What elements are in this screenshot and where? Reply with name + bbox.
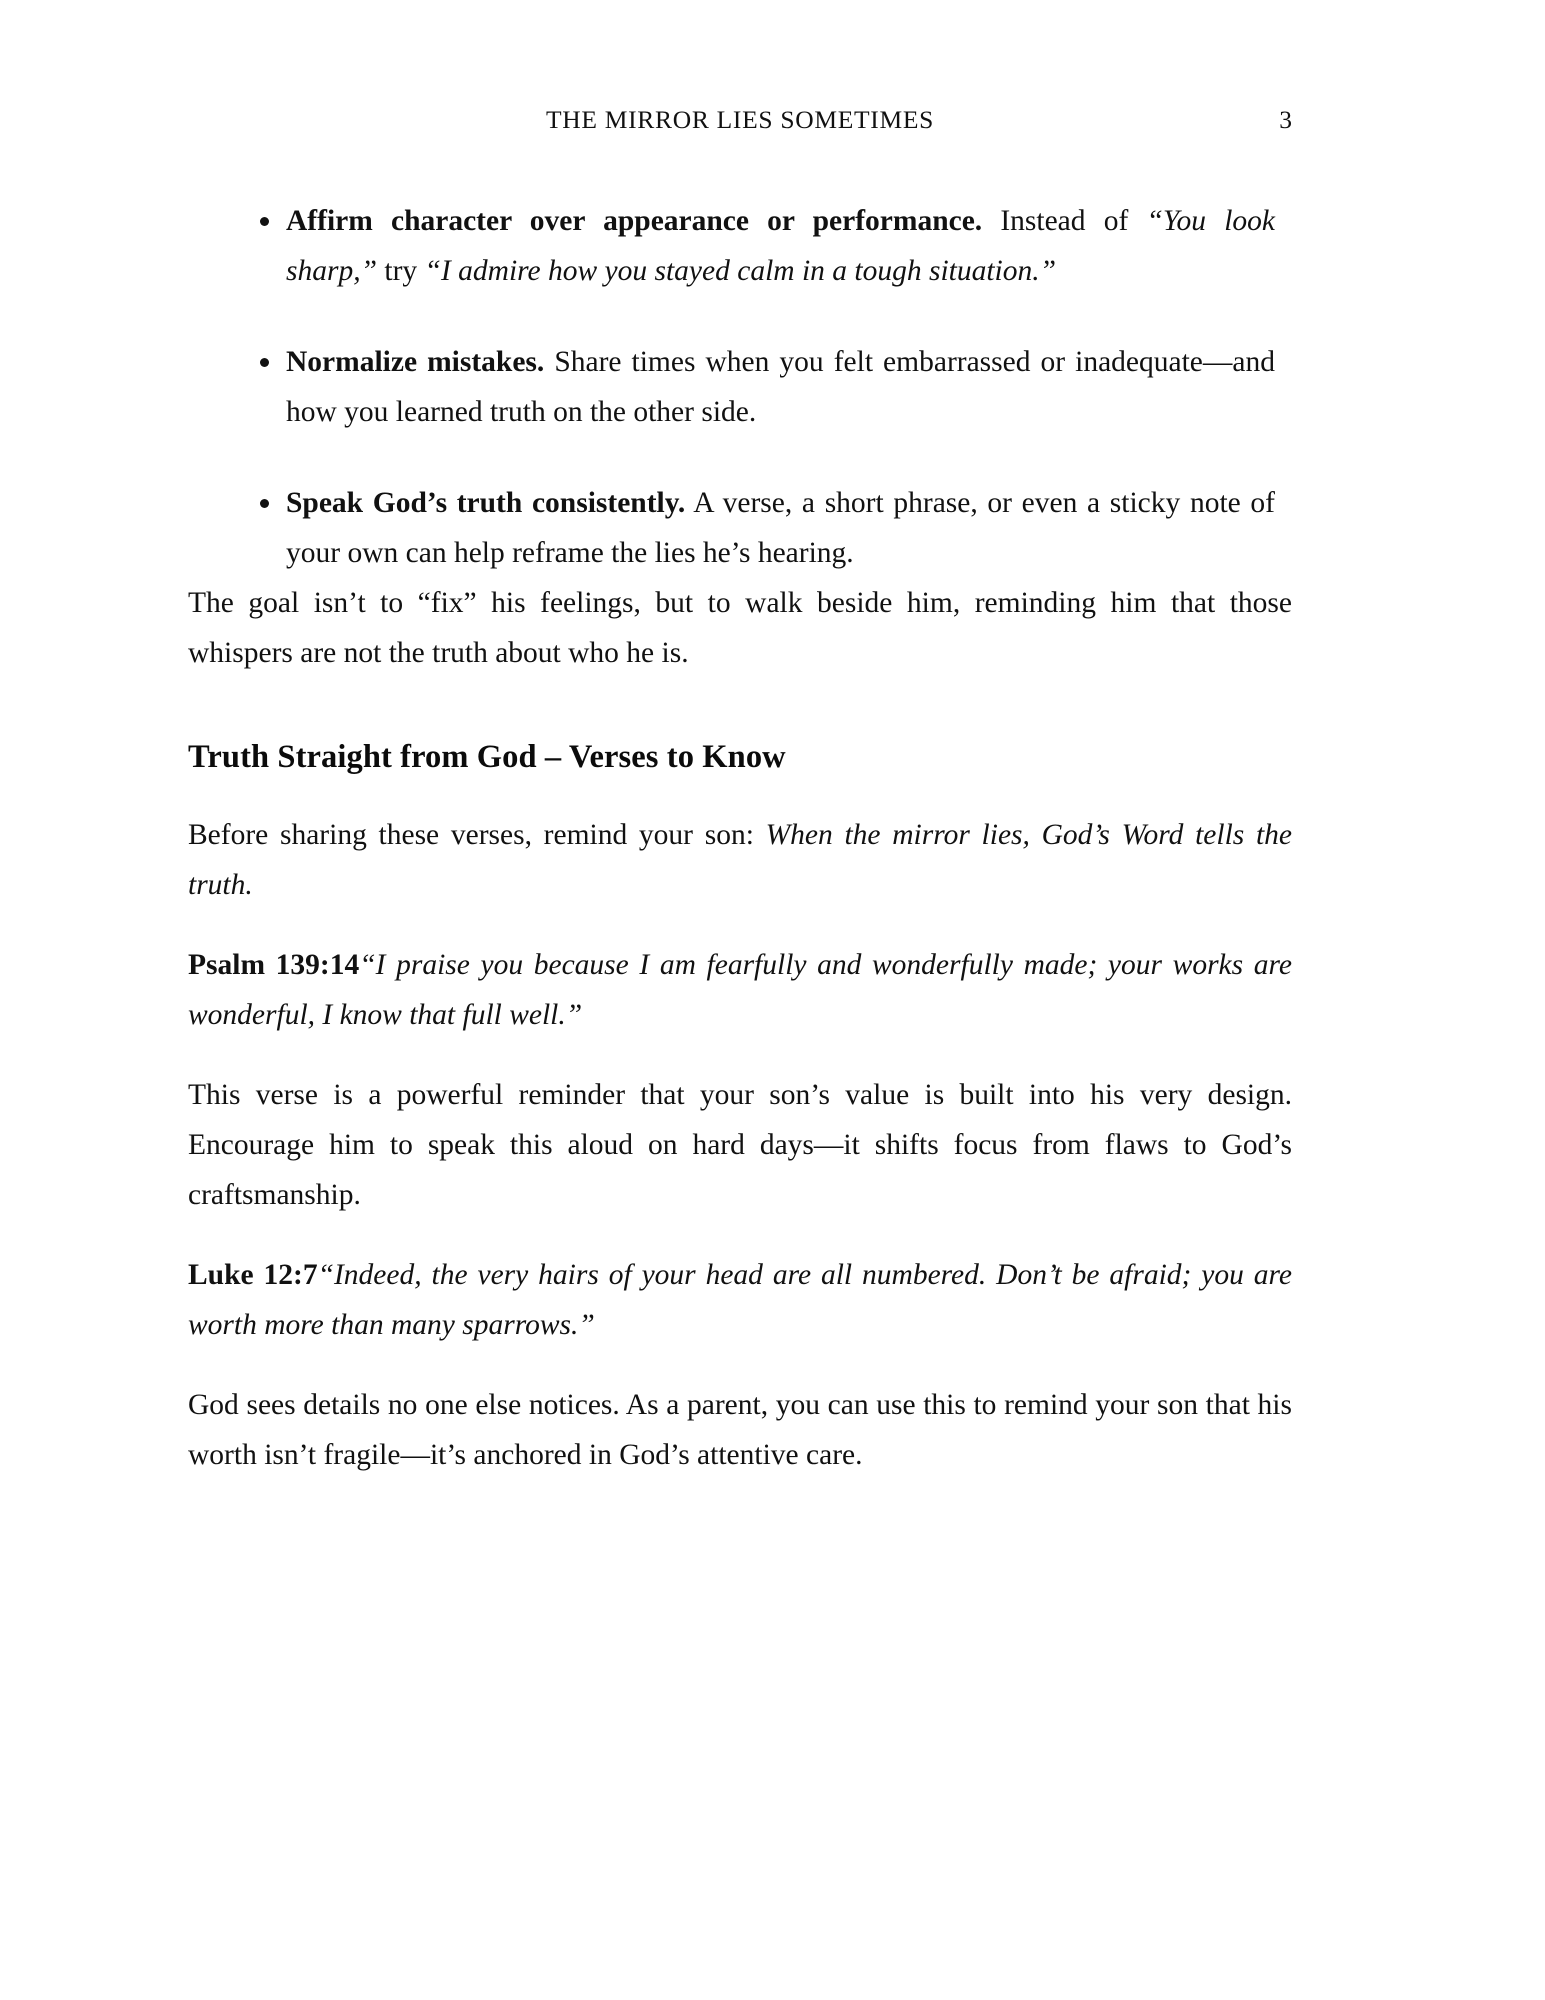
list-item (188, 478, 1292, 578)
verse-reference: Luke 12:7 (188, 1259, 318, 1291)
bullet-text-a: A verse, a short phrase, or even a sticky note of your own can help reframe the lies he’s hearing. (286, 487, 1275, 569)
bullet-dot-icon (260, 358, 269, 367)
bullet-text-a: Instead of (982, 205, 1147, 237)
bullet-text-b: try (377, 255, 425, 287)
verse-commentary: God sees details no one else notices. As a parent, you can use this to remind your son that his worth isn’t fragile—it’s anchored in God’s attentive care. (188, 1389, 1292, 1471)
bullet-quote-b: “I admire how you stayed calm in a tough situation.” (424, 255, 1057, 287)
section-heading: Truth Straight from God – Verses to Know (188, 739, 786, 775)
section-intro (188, 810, 1292, 910)
list-item (188, 337, 1292, 437)
verse-text: “Indeed, the very hairs of your head are all numbered. Don’t be afraid; you are worth more than many sparrows.” (188, 1259, 1292, 1341)
verse-block (188, 940, 1292, 1040)
text-column (188, 196, 1292, 1510)
verse-reference: Psalm 139:14 (188, 949, 360, 981)
paragraph-after-bullets: The goal isn’t to “fix” his feelings, but to walk beside him, reminding him that those whispers are not the truth about who he is. (188, 587, 1292, 669)
bullet-quote-a: “You look sharp,” (286, 205, 1275, 287)
bullet-dot-icon (260, 499, 269, 508)
running-header-title: THE MIRROR LIES SOMETIMES (546, 105, 934, 134)
bullet-lead: Speak God’s truth consistently. (286, 487, 686, 519)
section-intro-italic: When the mirror lies, God’s Word tells the truth. (188, 819, 1292, 901)
running-header (188, 105, 1292, 141)
bullet-lead: Normalize mistakes. (286, 346, 545, 378)
bullet-lead: Affirm character over appearance or performance. (286, 205, 983, 237)
verse-commentary: This verse is a powerful reminder that your son’s value is built into his very design. Encourage him to speak this aloud on hard days—it shifts focus from flaws to God’s craftsmanship. (188, 1079, 1292, 1211)
verse-text: “I praise you because I am fearfully and wonderfully made; your works are wonderful, I know that full well.” (188, 949, 1292, 1031)
bullet-list (188, 196, 1292, 578)
page-number: 3 (1279, 105, 1292, 134)
section-intro-plain: Before sharing these verses, remind your son: (188, 819, 766, 851)
bullet-dot-icon (260, 217, 269, 226)
bullet-text-a: Share times when you felt embarrassed or inadequate—and how you learned truth on the other side. (286, 346, 1275, 428)
verse-block (188, 1250, 1292, 1350)
list-item (188, 196, 1292, 296)
